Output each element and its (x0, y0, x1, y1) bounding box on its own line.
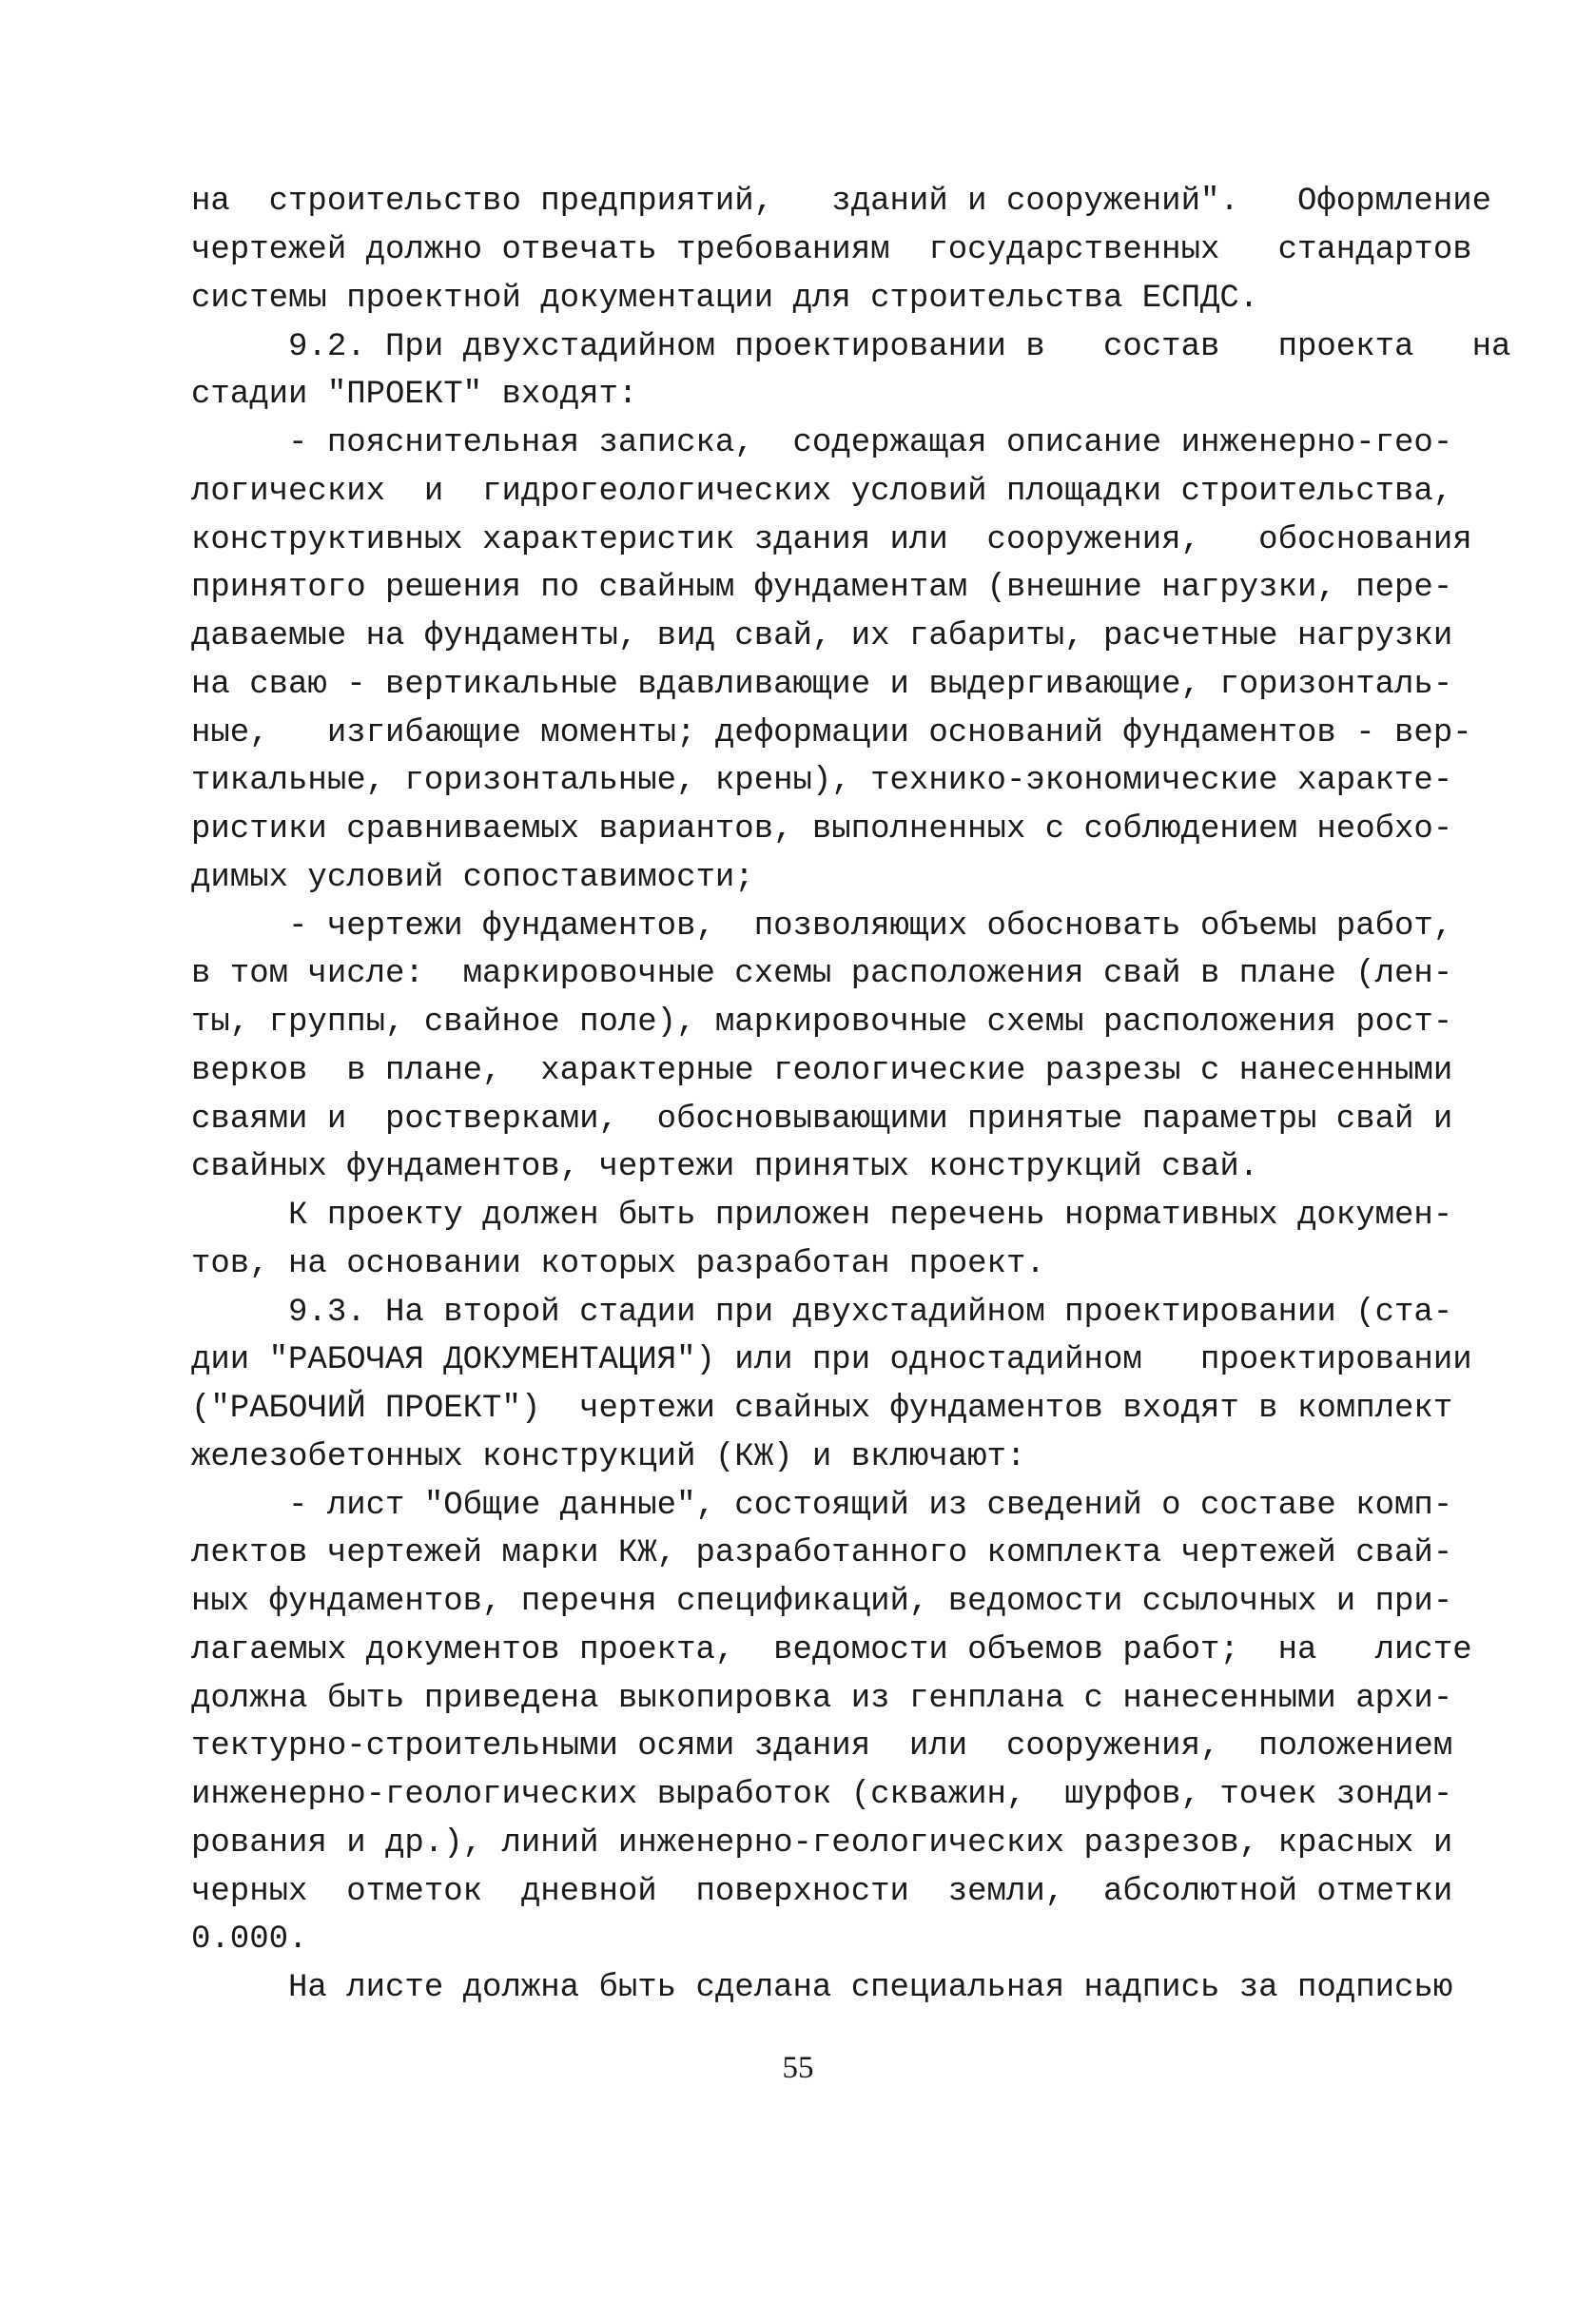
text-line: - чертежи фундаментов, позволяющих обосновать объемы работ, (191, 908, 1453, 945)
text-line: железобетонных конструкций (КЖ) и включают: (191, 1439, 1026, 1475)
text-line: ты, группы, свайное поле), маркировочные схемы расположения рост- (191, 1004, 1453, 1041)
text-line: - пояснительная записка, содержащая описание инженерно-гео- (191, 425, 1453, 461)
text-line: конструктивных характеристик здания или сооружения, обоснования (191, 522, 1472, 558)
text-line: стадии "ПРОЕКТ" входят: (191, 377, 638, 413)
text-line: должна быть приведена выкопировка из генплана с нанесенными архи- (191, 1681, 1453, 1717)
text-line: сваями и ростверками, обосновывающими принятые параметры свай и (191, 1102, 1453, 1138)
text-line: логических и гидрогеологических условий площадки строительства, (191, 474, 1453, 510)
text-line: димых условий сопоставимости; (191, 860, 754, 896)
text-line: лагаемых документов проекта, ведомости объемов работ; на листе (191, 1632, 1472, 1668)
text-line: тикальные, горизонтальные, крены), технико-экономические характе- (191, 763, 1453, 799)
text-line: на строительство предприятий, зданий и сооружений". Оформление (191, 184, 1492, 220)
text-line: свайных фундаментов, чертежи принятых конструкций свай. (191, 1149, 1259, 1185)
text-line: 9.2. При двухстадийном проектировании в состав проекта на (191, 329, 1511, 365)
text-line: лектов чертежей марки КЖ, разработанного комплекта чертежей свай- (191, 1535, 1453, 1571)
text-line: К проекту должен быть приложен перечень нормативных докумен- (191, 1198, 1453, 1234)
text-line: рования и др.), линий инженерно-геологических разрезов, красных и (191, 1825, 1453, 1862)
text-line: ("РАБОЧИЙ ПРОЕКТ") чертежи свайных фундаментов входят в комплект (191, 1391, 1453, 1427)
text-line: дии "РАБОЧАЯ ДОКУМЕНТАЦИЯ") или при одностадийном проектировании (191, 1342, 1472, 1378)
text-line: даваемые на фундаменты, вид свай, их габариты, расчетные нагрузки (191, 618, 1453, 654)
text-line: ных фундаментов, перечня спецификаций, ведомости ссылочных и при- (191, 1584, 1453, 1620)
text-line: черных отметок дневной поверхности земли, абсолютной отметки (191, 1874, 1453, 1910)
text-line: ные, изгибающие моменты; деформации оснований фундаментов - вер- (191, 715, 1472, 751)
text-line: верков в плане, характерные геологические разрезы с нанесенными (191, 1053, 1453, 1089)
text-line: в том числе: маркировочные схемы расположения свай в плане (лен- (191, 956, 1453, 992)
text-line: на сваю - вертикальные вдавливающие и выдергивающие, горизонталь- (191, 667, 1453, 703)
text-line: На листе должна быть сделана специальная надпись за подписью (191, 1970, 1453, 2006)
text-line: 0.000. (191, 1921, 308, 1958)
text-line: системы проектной документации для строительства ЕСПДС. (191, 281, 1259, 317)
text-line: принятого решения по свайным фундаментам (внешние нагрузки, пере- (191, 570, 1453, 606)
text-line: тектурно-строительными осями здания или сооружения, положением (191, 1728, 1453, 1765)
text-line: чертежей должно отвечать требованиям государственных стандартов (191, 232, 1472, 268)
page-number: 55 (782, 2051, 814, 2085)
text-line: 9.3. На второй стадии при двухстадийном проектировании (ста- (191, 1295, 1453, 1331)
text-line: тов, на основании которых разработан проект. (191, 1246, 1045, 1282)
text-line: - лист "Общие данные", состоящий из сведений о составе комп- (191, 1488, 1453, 1524)
text-line: инженерно-геологических выработок (скважин, шурфов, точек зонди- (191, 1777, 1453, 1813)
text-line: ристики сравниваемых вариантов, выполненных с соблюдением необхо- (191, 811, 1453, 848)
